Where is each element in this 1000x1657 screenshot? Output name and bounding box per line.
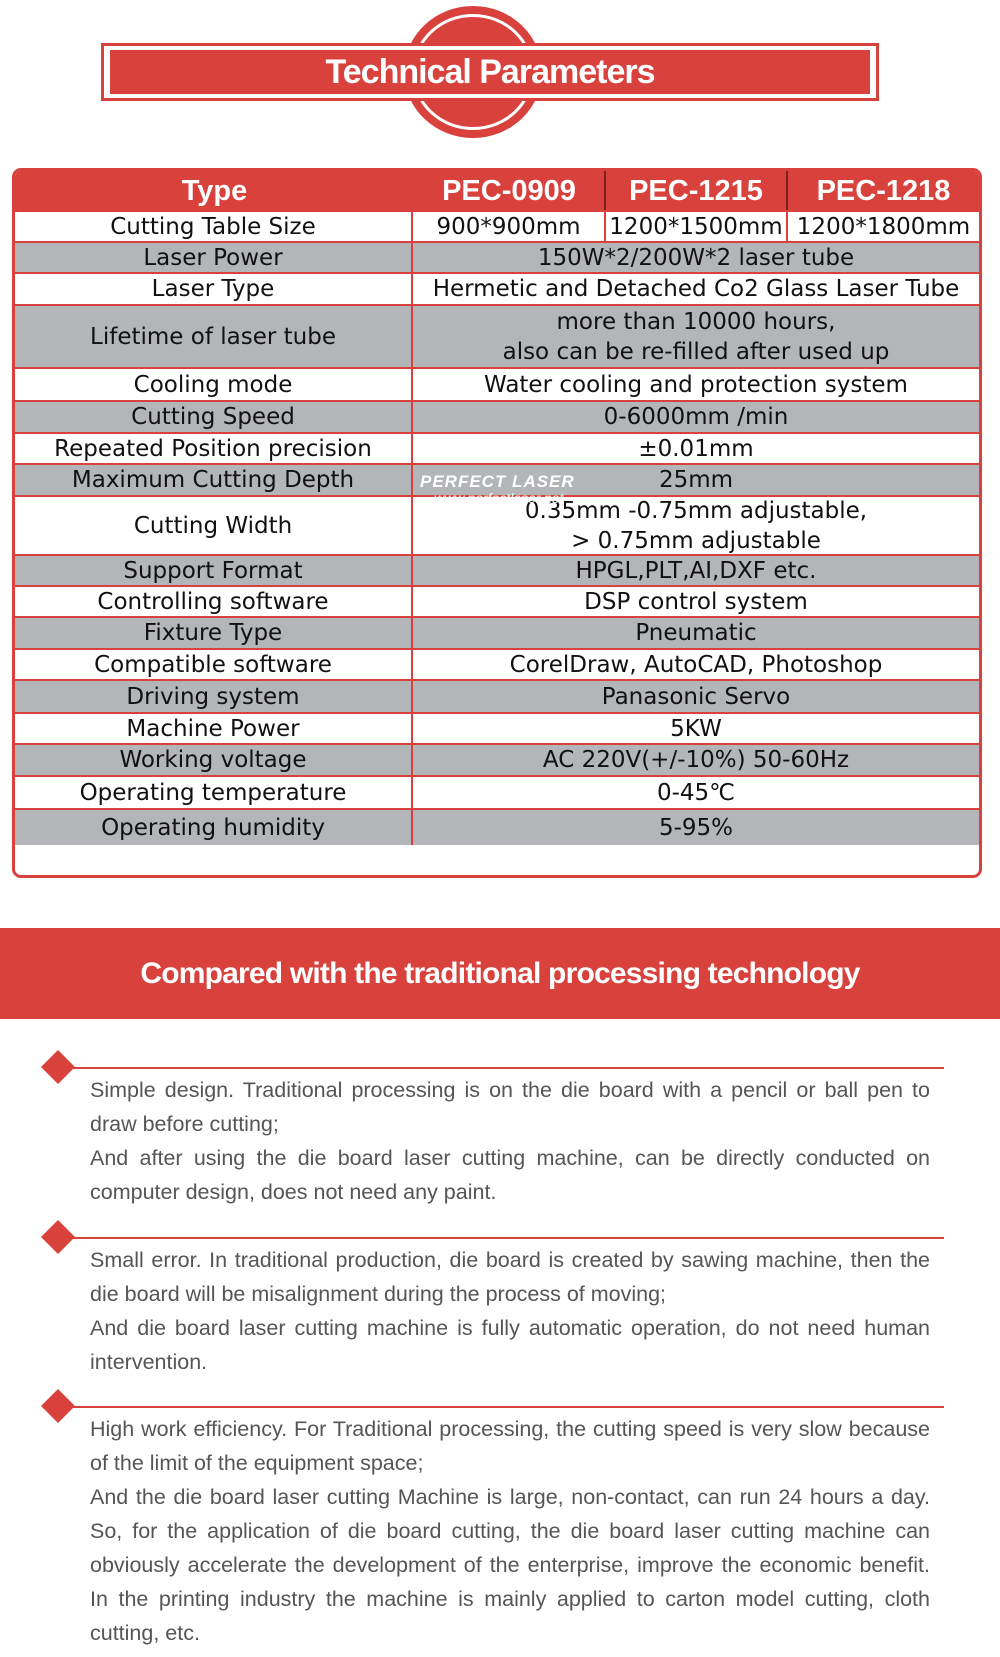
row-label: Operating humidity [15,810,413,845]
row-value-model-2: 1200*1500mm [606,212,788,241]
row-value-model-3: 1200*1800mm [796,213,971,240]
row-value: DSP control system [584,588,808,615]
table-row [15,648,979,679]
row-value: 0-45℃ [656,779,736,806]
row-label: Cutting Speed [15,402,413,432]
point-text [90,1243,930,1379]
header-model-2: PEC-1215 [606,171,788,210]
row-label: Controlling software [15,587,413,616]
row-value: 0-6000mm /min [603,404,789,430]
point-paragraph: And die board laser cutting machine is fully automatic operation, do not need human intervention. [90,1316,930,1374]
watermark [420,472,600,506]
row-value [413,306,979,367]
table-row [15,400,979,432]
table-row [15,432,979,463]
row-label: Laser Power [15,243,413,272]
table-row [15,775,979,808]
table-row [15,210,979,241]
row-label: Fixture Type [15,618,413,648]
row-value: ±0.01mm [638,435,754,462]
row-value: HPGL,PLT,AI,DXF etc. [575,557,817,584]
point-divider [62,1237,944,1239]
row-label: Maximum Cutting Depth [15,465,413,495]
row-value: Hermetic and Detached Co2 Glass Laser Tube [432,276,960,302]
row-label: Repeated Position precision [15,434,413,463]
comparison-banner [0,928,1000,1019]
row-value: 25mm [658,467,734,493]
table-row [15,712,979,743]
table-row [15,241,979,272]
row-label: Cutting Width [15,497,413,554]
table-row [15,585,979,616]
row-label: Working voltage [15,745,413,775]
table-row [15,808,979,845]
point-text [90,1412,930,1650]
point-divider [62,1406,944,1408]
row-value-line: more than 10000 hours, [556,308,836,335]
table-row [15,679,979,712]
spec-table [12,168,982,878]
row-label: Cutting Table Size [15,212,413,241]
row-value: Pneumatic [635,620,757,646]
point-paragraph: And the die board laser cutting Machine is large, non-contact, can run 24 hours a day. So, for the application of die board cutting, the die board laser cutting machine can obviously accelerate the development of the enterprise, improve the economic benefit. In the printing industry the machine is mainly applied to carton model cutting, cloth cutting, etc. [90,1485,930,1645]
row-value-model-1: 900*900mm [413,212,606,241]
row-value: Panasonic Servo [601,683,791,710]
row-label: Lifetime of laser tube [15,306,413,367]
row-value-line: > 0.75mm adjustable [571,527,821,554]
row-label: Operating temperature [15,777,413,808]
table-row [15,304,979,367]
row-label: Cooling mode [15,369,413,400]
table-row [15,743,979,775]
header-type: Type [181,175,248,207]
row-value: Water cooling and protection system [484,371,908,398]
row-label: Machine Power [15,714,413,743]
row-value-line: also can be re-filled after used up [502,338,890,365]
table-row [15,272,979,304]
point-paragraph: Simple design. Traditional processing is on the die board with a pencil or ball pen to draw before cutting; [90,1078,930,1136]
point-paragraph: Small error. In traditional production, die board is created by sawing machine, then the die board will be misalignment during the process of moving; [90,1248,930,1306]
watermark-logo: PERFECT LASER [420,472,575,491]
row-label: Laser Type [15,274,413,304]
row-value: CorelDraw, AutoCAD, Photoshop [509,651,883,678]
row-label: Driving system [15,681,413,712]
point-divider [62,1067,944,1069]
header-banner [0,0,1000,150]
table-row [15,554,979,585]
point-paragraph: High work efficiency. For Traditional processing, the cutting speed is very slow because of the limit of the equipment space; [90,1417,930,1475]
spec-table-header [15,171,979,210]
row-value: 5KW [670,715,722,742]
row-label: Support Format [15,556,413,585]
point-text [90,1073,930,1209]
table-row [15,367,979,400]
row-value: AC 220V(+/-10%) 50-60Hz [542,747,850,773]
row-value: 5-95% [658,814,734,841]
section-title: Compared with the traditional processing technology [140,957,860,990]
watermark-url: www.perfectlaser.net [434,490,564,506]
row-value-line: 0.35mm -0.75mm adjustable, [524,497,868,524]
header-model-1: PEC-0909 [414,171,606,210]
point-paragraph: And after using the die board laser cutting machine, can be directly conducted on computer design, does not need any paint. [90,1146,930,1204]
header-model-3: PEC-1218 [816,175,951,207]
table-row [15,616,979,648]
row-value: 150W*2/200W*2 laser tube [537,244,855,271]
page-title: Technical Parameters [325,53,655,91]
row-label: Compatible software [15,650,413,679]
